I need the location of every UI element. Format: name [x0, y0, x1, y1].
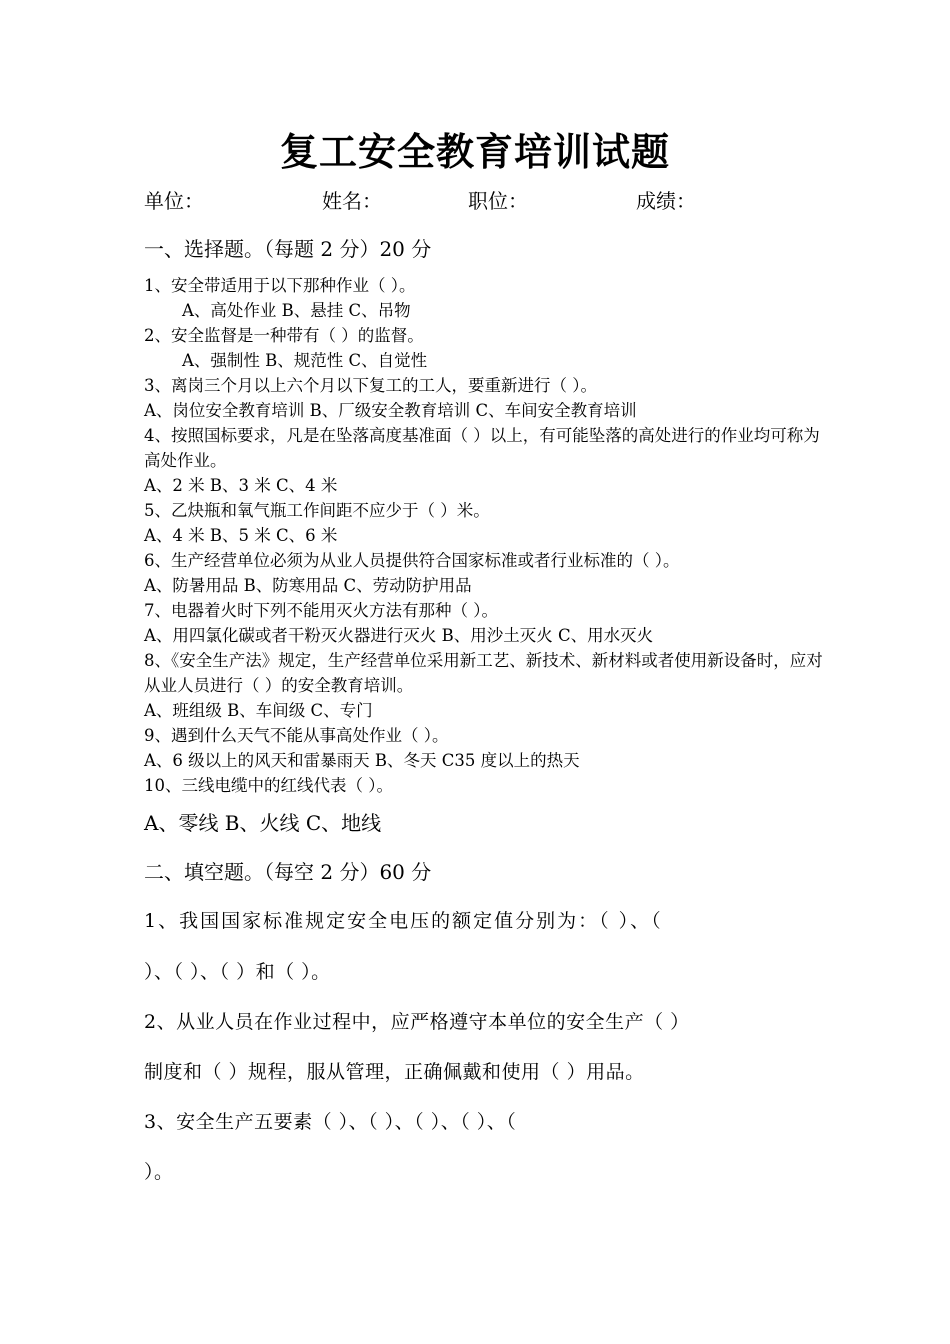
- options-9: A、6 级以上的风天和雷暴雨天 B、冬天 C35 度以上的热天: [144, 751, 580, 770]
- fill-question-2-cont: 制度和（ ）规程，服从管理，正确佩戴和使用（ ）用品。: [144, 1061, 645, 1083]
- fill-question-1-cont: ）、（ ）、（ ）和（ ）。: [144, 961, 331, 983]
- page-title: 复工安全教育培训试题: [279, 129, 670, 174]
- question-10: 10、三线电缆中的红线代表（ ）。: [144, 776, 393, 795]
- question-7: 7、电器着火时下列不能用灭火方法有那种（ ）。: [144, 601, 498, 620]
- question-6: 6、生产经营单位必须为从业人员提供符合国家标准或者行业标准的（ ）。: [144, 551, 680, 570]
- question-8: 8、《安全生产法》规定，生产经营单位采用新工艺、新技术、新材料或者使用新设备时，应对从业人员进行（ ）的安全教育培训。: [144, 651, 823, 695]
- question-5: 5、乙炔瓶和氧气瓶工作间距不应少于（ ）米。: [144, 501, 490, 520]
- options-8: A、班组级 B、车间级 C、专门: [144, 701, 373, 720]
- position-label: 职位：: [468, 189, 528, 213]
- question-2: 2、安全监督是一种带有（ ）的监督。: [144, 326, 424, 345]
- options-6: A、防暑用品 B、防寒用品 C、劳动防护用品: [144, 576, 472, 595]
- question-1: 1、安全带适用于以下那种作业（ ）。: [144, 276, 416, 295]
- fill-question-1: 1、我国国家标准规定安全电压的额定值分别为：（ ）、（: [144, 910, 663, 932]
- score-label: 成绩：: [636, 189, 696, 213]
- options-7: A、用四氯化碳或者干粉灭火器进行灭火 B、用沙土灭火 C、用水灭火: [144, 626, 654, 645]
- fill-question-2: 2、从业人员在作业过程中，应严格遵守本单位的安全生产（ ）: [144, 1011, 690, 1033]
- question-4: 4、按照国标要求，凡是在坠落高度基准面（ ）以上，有可能坠落的高处进行的作业均可称为高处作业。: [144, 426, 820, 470]
- options-4: A、2 米 B、3 米 C、4 米: [144, 476, 338, 495]
- options-1: A、高处作业 B、悬挂 C、吊物: [182, 301, 411, 320]
- options-10: A、零线 B、火线 C、地线: [144, 811, 382, 835]
- unit-label: 单位：: [144, 189, 204, 213]
- options-3: A、岗位安全教育培训 B、厂级安全教育培训 C、车间安全教育培训: [144, 401, 637, 420]
- question-3: 3、离岗三个月以上六个月以下复工的工人，要重新进行（ ）。: [144, 376, 597, 395]
- question-9: 9、遇到什么天气不能从事高处作业（ ）。: [144, 726, 449, 745]
- options-2: A、强制性 B、规范性 C、自觉性: [182, 351, 428, 370]
- fill-question-3: 3、安全生产五要素（ ）、（ ）、（ ）、（ ）、（: [144, 1111, 517, 1133]
- section-choice-header: 一、选择题。（每题 2 分）20 分: [144, 237, 432, 261]
- section-fill-header: 二、填空题。（每空 2 分）60 分: [144, 860, 432, 884]
- name-label: 姓名：: [322, 189, 382, 213]
- options-5: A、4 米 B、5 米 C、6 米: [144, 526, 338, 545]
- fill-question-3-cont: ）。: [144, 1161, 174, 1183]
